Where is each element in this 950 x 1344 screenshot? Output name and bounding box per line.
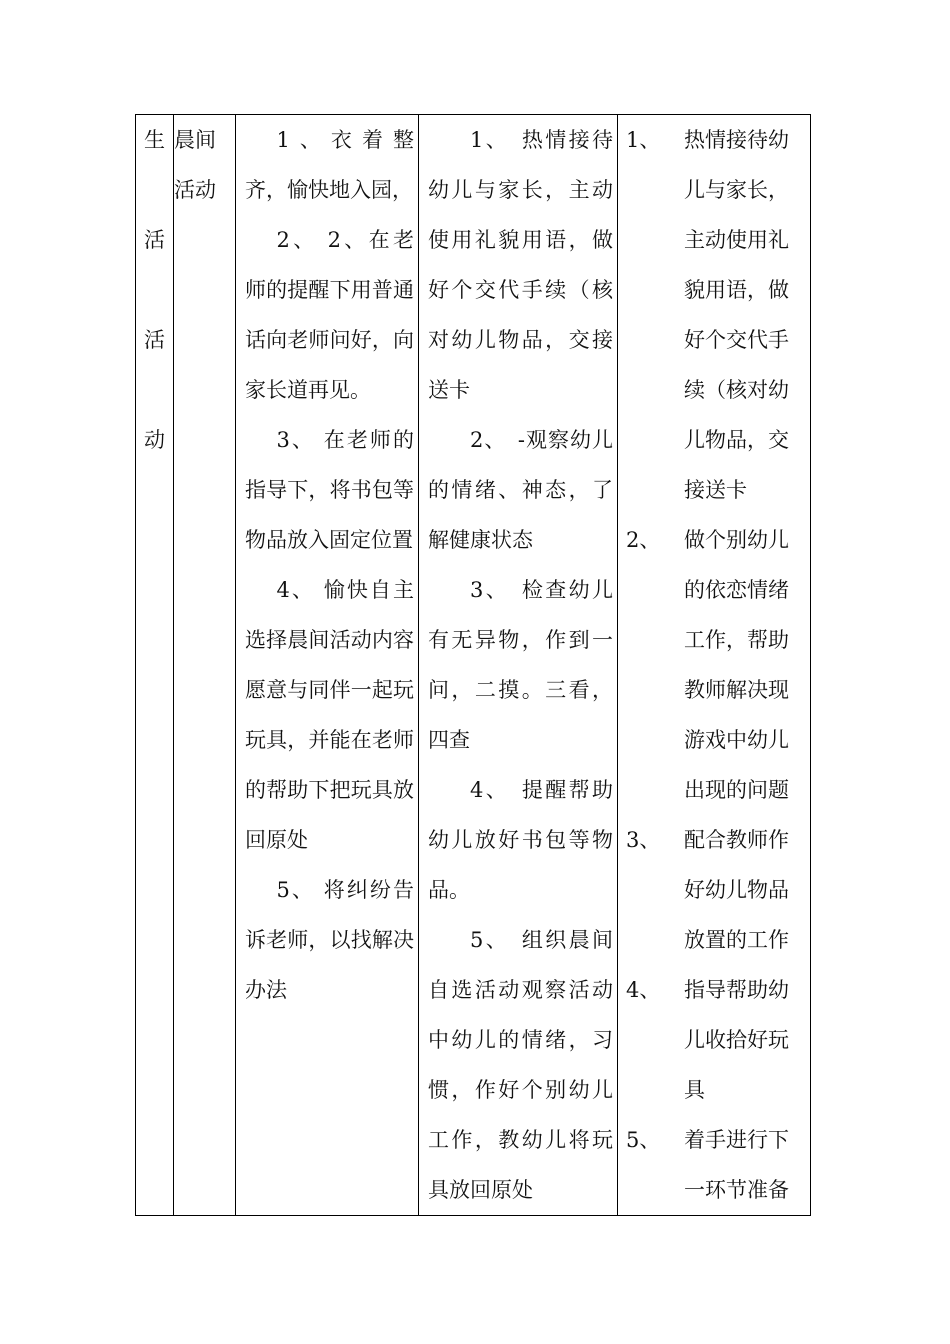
subcategory-line: 活动: [174, 178, 216, 202]
subcategory-cell: [174, 115, 236, 1216]
assistant-task-item: [618, 115, 810, 515]
child-goal-item: 3、 在老师的指导下，将书包等物品放入固定位置: [245, 428, 414, 552]
teacher-task-item: 5、 组织晨间自选活动观察活动中幼儿的情绪，习惯，作好个别幼儿工作，教幼儿将玩具放回原处: [428, 928, 613, 1202]
child-goal-item: 4、 愉快自主选择晨间活动内容愿意与同伴一起玩玩具，并能在老师的帮助下把玩具放回原处: [245, 578, 414, 852]
assistant-task-item: [618, 965, 810, 1115]
category-char: 活: [144, 228, 165, 252]
item-text: 指导帮助幼儿收拾好玩具: [684, 978, 789, 1102]
assistant-task-item: [618, 1115, 810, 1215]
item-number: 3、: [626, 828, 661, 852]
teacher-tasks-cell: [419, 115, 618, 1216]
item-text: 配合教师作好幼儿物品放置的工作: [684, 828, 789, 952]
child-goal-item: 1、衣着整齐，愉快地入园，: [245, 128, 414, 202]
subcategory-line: 晨间: [174, 128, 216, 152]
item-number: 2、: [626, 528, 661, 552]
teacher-task-item: 3、 检查幼儿有无异物，作到一问，二摸。三看，四查: [428, 578, 613, 752]
item-number: 5、: [626, 1128, 661, 1152]
table-row: [136, 115, 811, 1216]
child-goal-item: 5、 将纠纷告诉老师，以找解决办法: [245, 878, 414, 1002]
item-number: 1、: [626, 128, 661, 152]
assistant-task-item: [618, 515, 810, 815]
assistant-tasks-cell: [618, 115, 811, 1216]
item-text: 着手进行下一环节准备: [684, 1128, 789, 1202]
child-goal-item: 2、 2、在老师的提醒下用普通话向老师问好，向家长道再见。: [245, 228, 414, 402]
teacher-task-item: 2、 -观察幼儿的情绪、神态，了解健康状态: [428, 428, 613, 552]
item-number: 4、: [626, 978, 661, 1002]
category-char: 生: [144, 128, 165, 152]
category-char: 活: [144, 328, 165, 352]
child-goals-cell: [236, 115, 419, 1216]
category-char: 动: [144, 428, 165, 452]
item-text: 热情接待幼儿与家长，主动使用礼貌用语，做好个交代手续（核对幼儿物品，交接送卡: [684, 128, 789, 502]
assistant-task-item: [618, 815, 810, 965]
item-text: 做个别幼儿的依恋情绪工作，帮助教师解决现游戏中幼儿出现的问题: [684, 528, 789, 802]
category-cell: [136, 115, 174, 1216]
teacher-task-item: 4、 提醒帮助幼儿放好书包等物品。: [428, 778, 613, 902]
activity-table: [135, 114, 811, 1216]
teacher-task-item: 1、 热情接待幼儿与家长，主动使用礼貌用语，做好个交代手续（核对幼儿物品，交接送卡: [428, 128, 613, 402]
